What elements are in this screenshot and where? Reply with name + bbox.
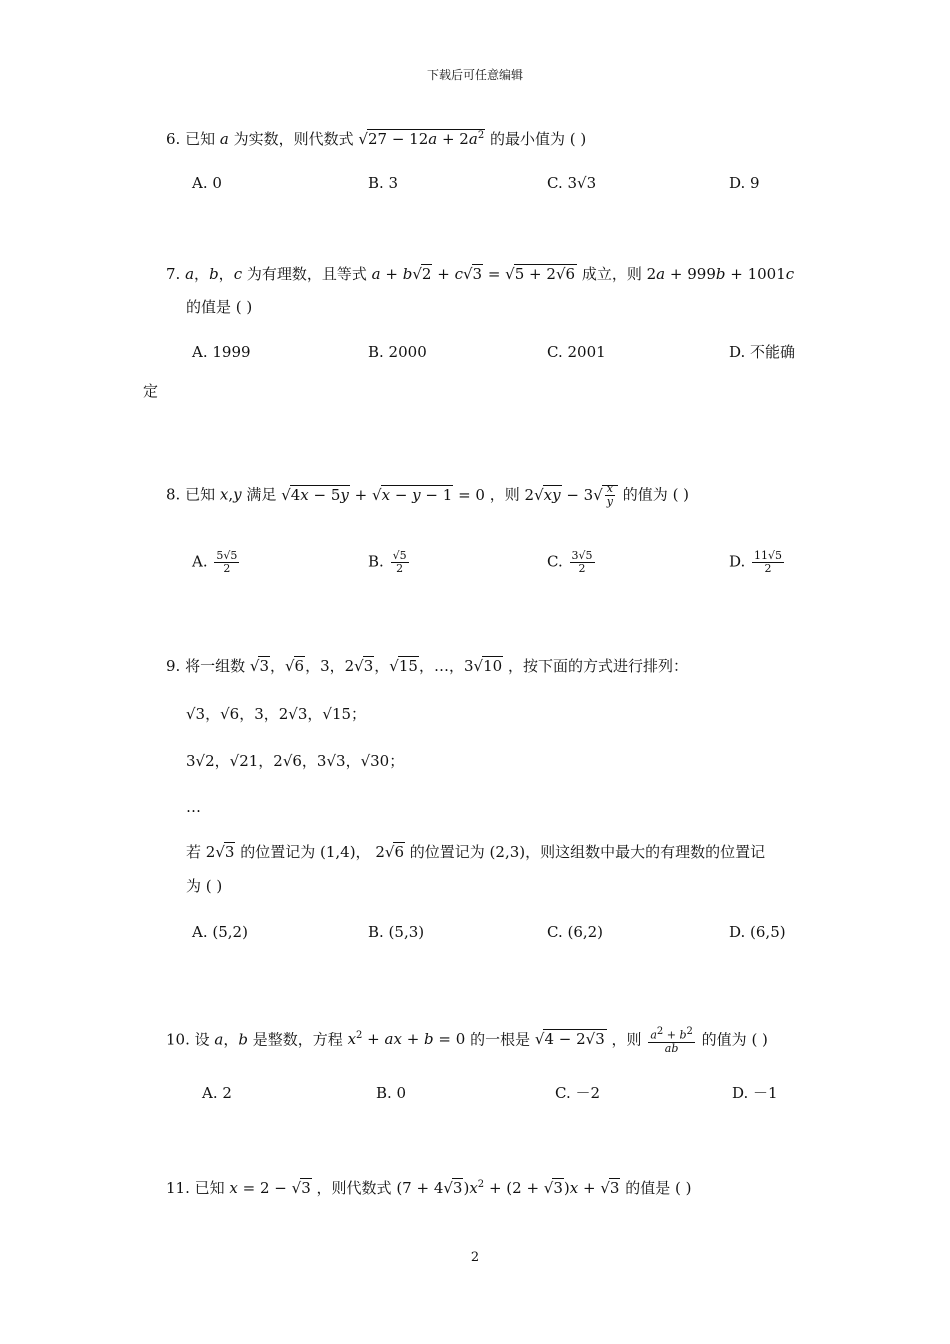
page-number: 2 bbox=[470, 1250, 480, 1265]
q6-option-b: B. 3 bbox=[368, 174, 399, 192]
q7-option-d-overflow: 定 bbox=[143, 382, 159, 400]
q10-option-c: C. －2 bbox=[555, 1084, 601, 1102]
q7-option-c: C. 2001 bbox=[547, 343, 606, 361]
question-7-stem-cont: 的值是 ( ) bbox=[186, 298, 253, 316]
question-7-stem: 7. a，b，c 为有理数，且等式 a + b√2 + c√3 = √5 + 2√6 成立，则 2a + 999b + 1001c bbox=[166, 265, 795, 283]
q9-row-2: 3√2，√21，2√6，3√3，√30； bbox=[186, 752, 405, 770]
q10-option-a: A. 2 bbox=[202, 1084, 232, 1102]
sqrt-expression: $√27 - 12a + 2a^2$ bbox=[358, 130, 485, 148]
q6-option-a: A. 0 bbox=[192, 174, 222, 192]
q6-option-d: D. 9 bbox=[729, 174, 760, 192]
question-8-stem: 8. 已知 x,y 满足 √4x − 5y + √x − y − 1 = 0 ，则 2√xy − 3√ $\frac{x}{y}$ 的值为 ( ) bbox=[166, 482, 690, 508]
q9-option-b: B. (5,3) bbox=[368, 923, 425, 941]
q10-option-b: B. 0 bbox=[376, 1084, 407, 1102]
q7-option-b: B. 2000 bbox=[368, 343, 427, 361]
q8-option-c: C. $\frac{3√5}{2}$ bbox=[547, 549, 593, 575]
q7-option-a: A. 1999 bbox=[192, 343, 251, 361]
q8-option-b: B. $\frac{√5}{2}$ bbox=[368, 549, 407, 575]
question-9-stem: 9. 将一组数 √3，√6，3，2√3，√15，…，3√10 ，按下面的方式进行排列： bbox=[166, 657, 688, 675]
q9-note: 若 2√3 的位置记为 (1,4)， 2√6 的位置记为 (2,3)，则这组数中最大的有理数的位置记 bbox=[186, 843, 766, 861]
q9-option-c: C. (6,2) bbox=[547, 923, 604, 941]
q9-row-1: √3，√6，3，2√3，√15； bbox=[186, 705, 367, 723]
q9-row-3: … bbox=[186, 798, 201, 816]
question-10-stem: 10. 设 a，b 是整数，方程 $x^2$ + ax + b = 0 的一根是 √4 − 2√3 ，则 $\frac{a^2 + b^2}{ab}$ 的值为 ( ) bbox=[166, 1026, 768, 1055]
q7-option-d: D. 不能确 bbox=[729, 343, 796, 361]
q8-option-d: D. $\frac{11√5}{2}$ bbox=[729, 549, 783, 575]
page-header: 下载后可任意编辑 bbox=[426, 68, 523, 82]
q9-option-d: D. (6,5) bbox=[729, 923, 786, 941]
q6-option-c: C. 3√3 bbox=[547, 174, 597, 192]
q9-option-a: A. (5,2) bbox=[192, 923, 248, 941]
q10-option-d: D. －1 bbox=[732, 1084, 778, 1102]
question-6-stem: 6. 已知 a 为实数，则代数式 $√27 - 12a + 2a^2$ 的最小值为 ( ) bbox=[166, 126, 586, 149]
question-11-stem: 11. 已知 x = 2 − √3 ，则代数式 $(7 + 4√3)x^2 + (2 + √3)x + √3$ 的值是 ( ) bbox=[166, 1179, 692, 1197]
q8-option-a: A. $\frac{5√5}{2}$ bbox=[192, 549, 238, 575]
q9-note-cont: 为 ( ) bbox=[186, 877, 223, 895]
